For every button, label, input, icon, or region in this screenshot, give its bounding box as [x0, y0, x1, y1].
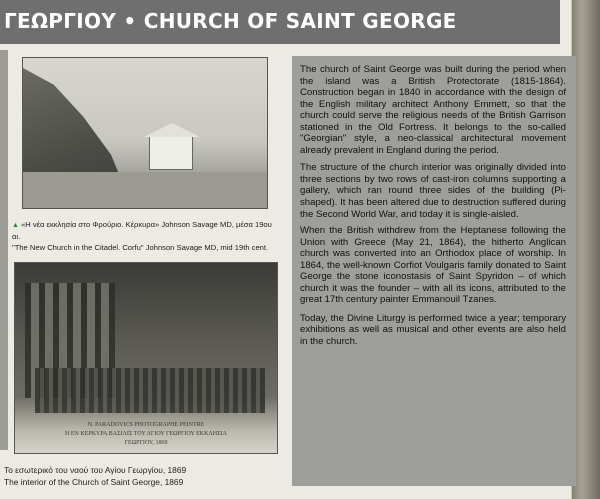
text-panel [292, 56, 576, 486]
figure2-caption [4, 464, 294, 488]
figure2-caption-greek: Το εσωτερικό του ναού του Αγίου Γεωργίου, 1869 [4, 465, 187, 475]
side-stripe [0, 50, 8, 450]
engraving-line-1: N. PARADOVICS PHOTOGRAPHE PEINTRE [87, 422, 205, 428]
church-exterior-painting [22, 57, 268, 209]
caption-bullet-icon: ▲ [12, 222, 19, 229]
church-building [149, 136, 193, 170]
plaque-title: ΓΕΩΡΓΙΟΥ • CHURCH OF SAINT GEORGE [0, 0, 560, 44]
paragraph-conversion: When the British withdrew from the Heptanese following the Union with Greece (May 21, 1864), the hitherto Anglican church was converted into an Orthodox place of worship. In 1864, the well-known Corfiot Voulgaris family donated to Saint George the stone iconostasis of Saint Spyridon – of which church it was the founder – with all its icons, attributed to the great 17th century painter Emmanouil Tzanes. [300, 225, 566, 306]
figure1-caption-english: "The New Church in the Citadel. Corfu" Johnson Savage MD, mid 19th cent. [12, 243, 269, 252]
figure1-caption-greek: «Η νέα εκκλησία στο Φρούριο. Κέρκυρα» Johnson Savage MD, μέσα 19ου αι. [12, 220, 272, 241]
ground-area [23, 172, 267, 208]
interior-crowd [35, 368, 265, 413]
engraving-caption [15, 421, 277, 448]
paragraph-today: Today, the Divine Liturgy is performed twice a year; temporary exhibitions as well as musical and other events are also held in the church. [300, 312, 566, 348]
paragraph-structure: The structure of the church interior was originally divided into three sections by two rows of cast-iron columns supporting a gallery, which ran round three sides of the building (Pi-shaped). It has been altered due to destruction suffered during the Second World War, and today it is single-aisled. [300, 162, 566, 220]
figure2-caption-english: The interior of the Church of Saint George, 1869 [4, 477, 184, 487]
paragraph-history: The church of Saint George was built during the period when the island was a British Protectorate (1815-1864). Construction began in 1840 in accordance with the design of the English military architect Anthony Emmett, so that the church could serve the religious needs of the British Garrison stationed in the Old Fortress. It belongs to the so-called "Georgian" style, a neo-classical architectural movement already prevalent in England during the period. [300, 64, 566, 156]
engraving-line-3: ΓΕΩΡΓΙΟΥ, 1869 [124, 440, 168, 446]
figure1-caption [12, 219, 282, 253]
engraving-line-2: Η ΕΝ ΚΕΡΚΥΡΑ ΒΑΣΙΛΙΣ ΤΟΥ ΑΓΙΟΥ ΓΕΩΡΓΙΟΥ ΕΚΚΛΗΣΙΑ [65, 431, 227, 437]
church-interior-engraving [14, 262, 278, 454]
